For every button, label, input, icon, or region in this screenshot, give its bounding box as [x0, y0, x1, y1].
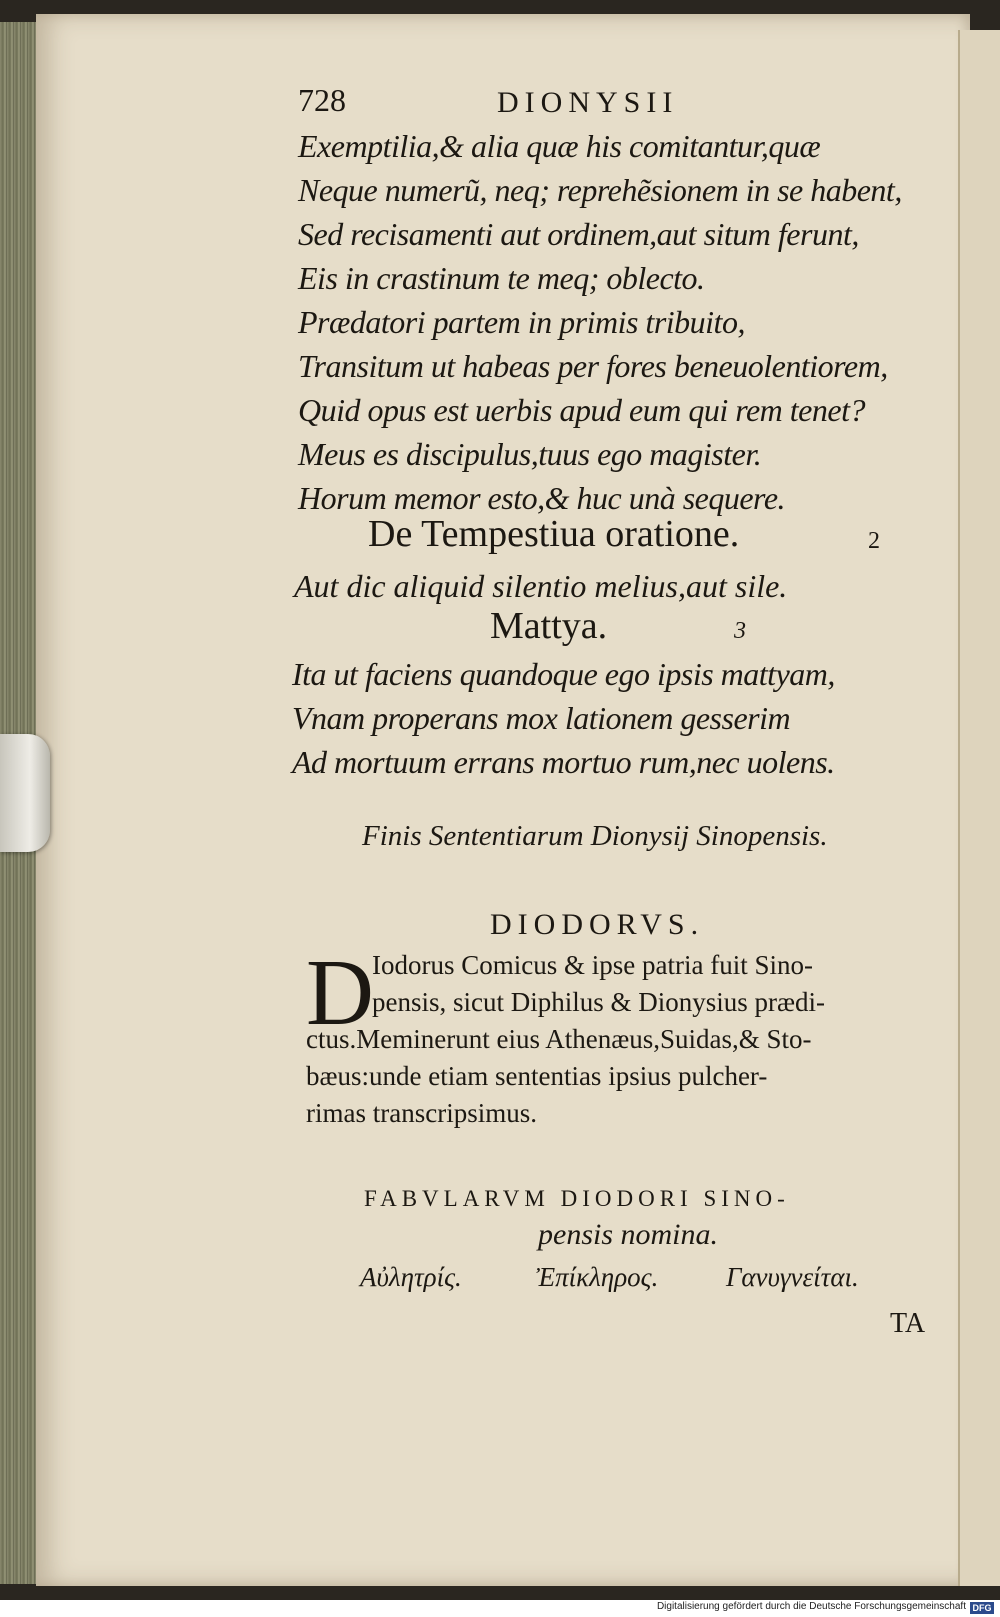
catchword: TA — [890, 1308, 926, 1339]
section-heading-tempestiua: De Tempestiua oratione. — [368, 513, 740, 555]
verse-line: Neque numerũ, neq; reprehẽsionem in se habent, — [298, 172, 902, 208]
verse-line: Transitum ut habeas per fores beneuolentiorem, — [298, 348, 888, 384]
verse-line: Prædatori partem in primis tribuito, — [298, 304, 745, 340]
verse-line: Ita ut faciens quandoque ego ipsis mattyam, — [292, 656, 835, 692]
page-number: 728 — [298, 82, 346, 118]
verse-line: Aut dic aliquid silentio melius,aut sile. — [294, 568, 788, 604]
verse-line: Sed recisamenti aut ordinem,aut situm ferunt, — [298, 216, 859, 252]
verse-line: Quid opus est uerbis apud eum qui rem tenet? — [298, 392, 865, 428]
verse-block — [298, 128, 918, 524]
fabularum-heading: FABVLARVM DIODORI SINO- — [364, 1186, 790, 1211]
footer-credit: Digitalisierung gefördert durch die Deutsche Forschungsgemeinschaft — [656, 1601, 966, 1612]
paragraph-line: Iodorus Comicus & ipse patria fuit Sino- — [372, 950, 813, 980]
drop-cap: D — [306, 941, 374, 1045]
facing-page-edge — [958, 30, 1000, 1586]
verse-block — [292, 656, 912, 788]
section-number: 2 — [868, 528, 880, 554]
paragraph-line: pensis, sicut Diphilus & Dionysius prædi- — [372, 987, 826, 1017]
verse-line: Horum memor esto,& huc unà sequere. — [298, 480, 786, 516]
verse-line: Ad mortuum errans mortuo rum,nec uolens. — [292, 744, 835, 780]
paragraph-line: rimas transcripsimus. — [306, 1098, 537, 1128]
section-heading-mattya: Mattya. — [490, 605, 608, 647]
section-heading-diodorus: DIODORVS. — [490, 908, 705, 941]
verse-line: Meus es discipulus,tuus ego magister. — [298, 436, 762, 472]
finis-line: Finis Sententiarum Dionysij Sinopensis. — [362, 820, 828, 852]
diodorus-paragraph — [306, 950, 930, 1135]
play-title: Γανυγνείται. — [726, 1262, 859, 1292]
dfg-logo-icon: DFG — [970, 1602, 994, 1614]
play-title: Ἐπίκληρος. — [536, 1262, 659, 1292]
verse-line: Vnam properans mox lationem gesserim — [292, 700, 791, 736]
paragraph-line: ctus.Meminerunt eius Athenæus,Suidas,& Sto- — [306, 1024, 812, 1054]
verse-line: Eis in crastinum te meq; oblecto. — [298, 260, 705, 296]
section-number: 3 — [734, 618, 746, 644]
running-head: DIONYSII — [497, 86, 679, 119]
page-clip — [0, 734, 50, 852]
play-title: Αὐλητρίς. — [360, 1262, 462, 1292]
verse-line: Exemptilia,& alia quæ his comitantur,quæ — [298, 128, 821, 164]
paragraph-line: bæus:unde etiam sententias ipsius pulcher- — [306, 1061, 768, 1091]
fabularum-subheading: pensis nomina. — [538, 1218, 718, 1251]
